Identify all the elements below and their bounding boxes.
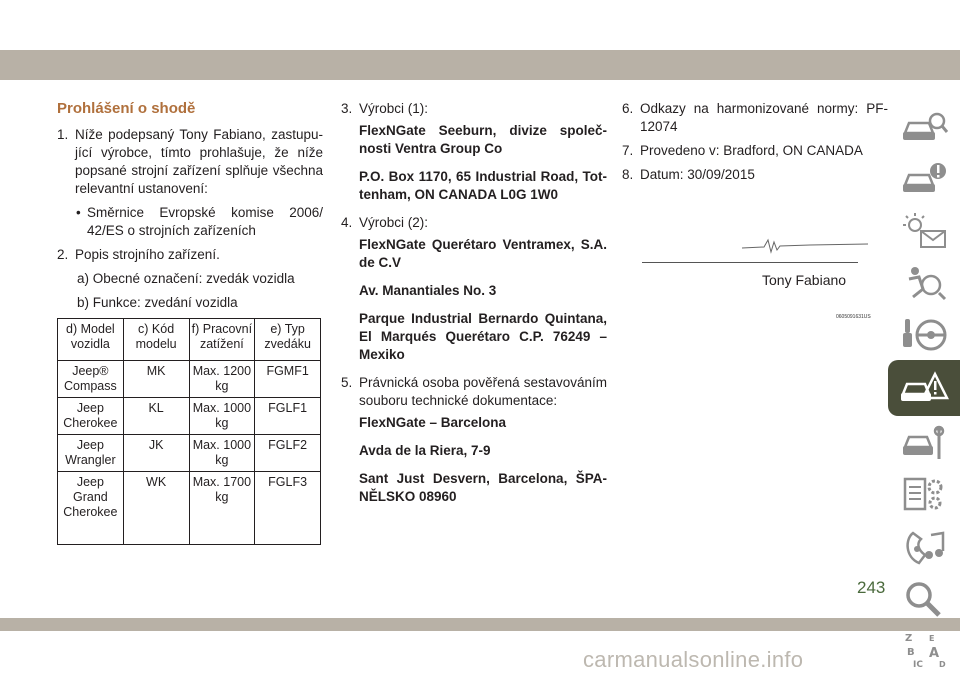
tech-file-name: FlexNGate – Barcelona: [359, 415, 507, 430]
table-row: Jeep Wrangler JK Max. 1000 kg FGLF2: [58, 435, 321, 472]
signature-scrawl: [740, 232, 870, 256]
list-item-2: 2. Popis strojního zařízení.: [57, 247, 220, 262]
svg-text:Z: Z: [905, 633, 913, 644]
col-header-model: d) Model vozidla: [58, 319, 124, 361]
svg-text:IC: IC: [913, 660, 923, 670]
list-item-3: 3. Výrobci (1):: [341, 101, 429, 116]
manufacturer-1-name: FlexNGate Seeburn, divize společnosti Ventra Group Co: [359, 123, 607, 156]
list-item-7: 7. Provedeno v: Bradford, ON CANADA: [622, 143, 863, 158]
tab-multimedia[interactable]: [888, 522, 960, 572]
tech-file-city: Sant Just Desvern, Barcelona, ŠPANĚLSKO 08960: [359, 471, 607, 504]
col-header-code: c) Kód modelu: [123, 319, 189, 361]
footer-band: [0, 618, 960, 631]
list-item-4: 4. Výrobci (2):: [341, 215, 429, 230]
search-icon: [899, 579, 949, 619]
table-row: Jeep Cherokee KL Max. 1000 kg FGLF1: [58, 398, 321, 435]
multimedia-icon: [899, 527, 949, 567]
col-header-jack: e) Typ zvedáku: [255, 319, 321, 361]
tab-emergency[interactable]: [888, 360, 960, 416]
index-icon: [899, 631, 949, 671]
watermark-footer: carmanualsonline.info: [583, 647, 804, 672]
list-item-5: 5. Právnická osoba pověřená sestavováním souboru technické dokumentace:: [341, 375, 607, 408]
dashboard-light-icon: [899, 211, 949, 251]
tech-file-street: Avda de la Riera, 7-9: [359, 443, 491, 458]
settings-list-icon: [899, 475, 949, 515]
tab-dashboard-lights[interactable]: [888, 206, 960, 256]
col-header-load: f) Pracovní zatížení: [189, 319, 255, 361]
page-number: 243: [857, 578, 886, 597]
car-search-icon: [899, 107, 949, 147]
steering-wheel-icon: [899, 315, 949, 355]
table-row: Jeep Grand Cherokee WK Max. 1700 kg FGLF3: [58, 472, 321, 545]
list-item-6: 6. Odkazy na harmonizované normy: PF-12074: [622, 101, 888, 134]
signature-line: [642, 262, 858, 263]
car-warning-icon: [899, 159, 949, 199]
spec-table: [57, 318, 321, 545]
svg-text:E: E: [929, 634, 935, 643]
document-code: 0605091631US: [836, 314, 871, 320]
table-header-row: [58, 319, 321, 361]
manufacturer-2-street: Av. Manantiales No. 3: [359, 283, 497, 298]
tab-steering[interactable]: [888, 310, 960, 360]
tab-car-warning[interactable]: [888, 154, 960, 204]
tab-car-service[interactable]: [888, 418, 960, 468]
sub-item-b: b) Funkce: zvedání vozidla: [77, 295, 238, 310]
manufacturer-1-address: P.O. Box 1170, 65 Industrial Road, Tottenham, ON CANADA L0G 1W0: [359, 169, 607, 202]
list-item-8: 8. Datum: 30/09/2015: [622, 167, 755, 182]
section-title: Prohlášení o shodě: [57, 100, 196, 117]
emergency-icon: [899, 368, 949, 408]
car-service-icon: [899, 423, 949, 463]
tab-car-search[interactable]: [888, 102, 960, 152]
column-middle: [341, 100, 607, 516]
airbag-icon: [899, 263, 949, 303]
header-band: [0, 50, 960, 80]
svg-text:A: A: [929, 646, 940, 661]
svg-text:B: B: [907, 647, 915, 658]
tab-settings-list[interactable]: [888, 470, 960, 520]
svg-text:D: D: [939, 660, 946, 669]
signature-name: Tony Fabiano: [762, 272, 847, 288]
column-left: [57, 100, 323, 545]
manufacturer-2-name: FlexNGate Querétaro Ventramex, S.A. de C.V: [359, 237, 607, 270]
manufacturer-2-address: Parque Industrial Bernardo Quintana, El Marqués Querétaro C.P. 76249 – Mexiko: [359, 311, 607, 362]
column-right: [622, 100, 888, 188]
tab-index[interactable]: [888, 626, 960, 676]
sub-item-a: a) Obecné označení: zvedák vozidla: [77, 271, 295, 286]
tab-airbag[interactable]: [888, 258, 960, 308]
table-row: Jeep® Compass MK Max. 1200 kg FGMF1: [58, 361, 321, 398]
list-item-1: 1. Níže podepsaný Tony Fabiano, zastupující výrobce, tímto prohlašuje, že níže popsané strojní zařízení splňuje všechna relevantní ustanovení:: [57, 127, 323, 196]
tab-search[interactable]: [888, 574, 960, 624]
bullet-item: • Směrnice Evropské komise 2006/ 42/ES o strojních zařízeních: [76, 205, 323, 238]
